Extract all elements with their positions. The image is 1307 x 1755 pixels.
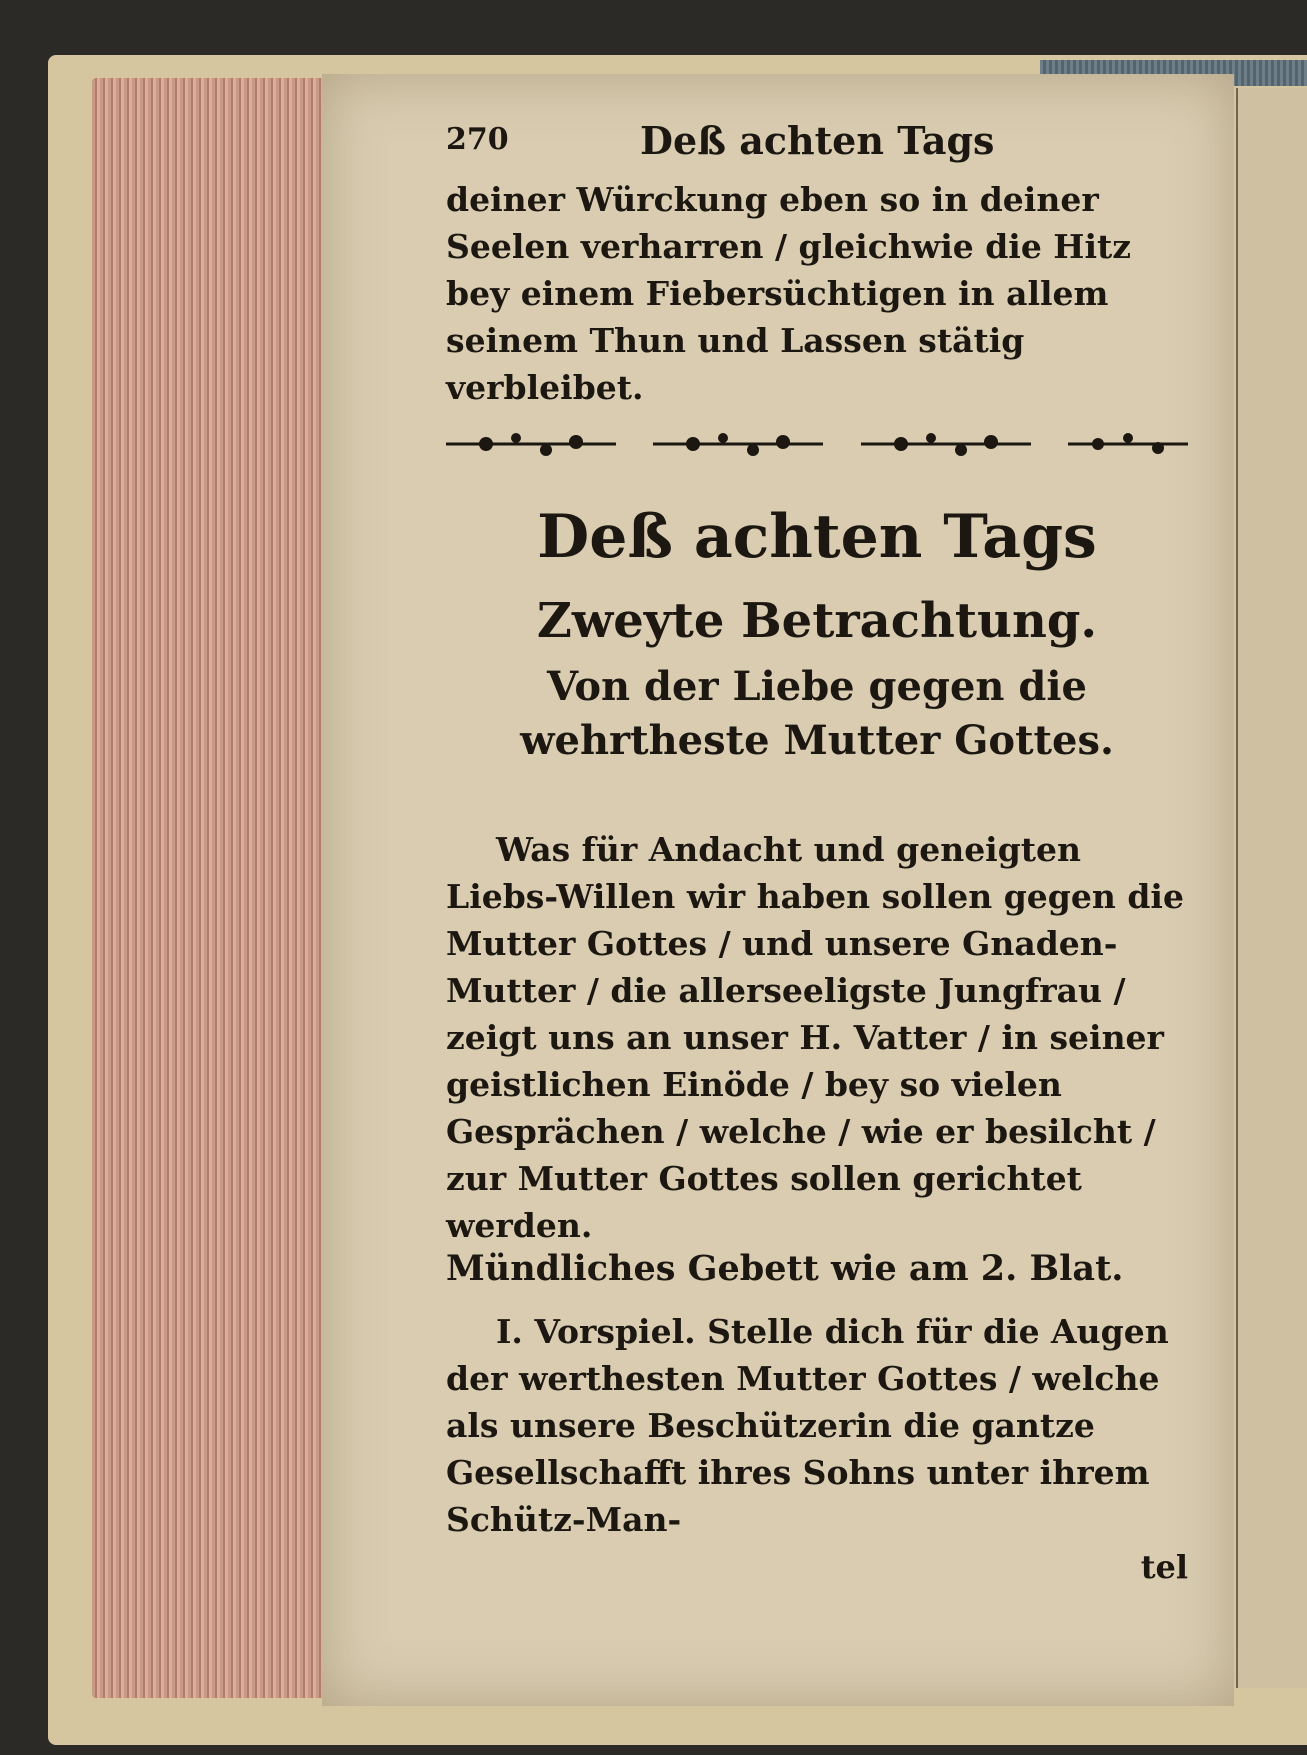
text-area <box>446 118 1188 1586</box>
intro-paragraph: Was für Andacht und geneigten Liebs-Willen wir haben sollen gegen die Mutter Gottes / und unsere Gnaden-Mutter / die allerseeligste Jungfrau / zeigt uns an unser H. Vatter / in seiner geistlichen Einöde / bey so vielen Gesprächen / welche / wie er besilcht / zur Mutter Gottes sollen gerichtet werden. <box>446 830 1184 1245</box>
facing-page-edge <box>1236 88 1307 1688</box>
prelude-paragraph: I. Vorspiel. Stelle dich für die Augen der werthesten Mutter Gottes / welche als unsere Beschützerin die gantze Gesellschafft ihres Sohns unter ihrem Schütz-Man- <box>446 1312 1169 1539</box>
sub-title: Zweyte Betrachtung. <box>536 593 1098 649</box>
ornament-divider <box>446 416 1188 472</box>
main-title: Deß achten Tags <box>537 502 1097 572</box>
running-head: Deß achten Tags <box>640 118 995 163</box>
catchword: tel <box>1140 1548 1188 1586</box>
ornament-icon <box>653 424 823 464</box>
topic-title: Von der Liebe gegen die wehrtheste Mutter Gottes. <box>520 663 1114 764</box>
prayer-reference: Mündliches Gebett wie am 2. Blat. <box>446 1248 1124 1289</box>
continued-text: deiner Würckung eben so in deiner Seelen verharren / gleichwie die Hitz bey einem Fiebersüchtigen in allem seinem Thun und Lassen stätig verbleibet. <box>446 180 1132 407</box>
ornament-icon <box>1068 424 1188 464</box>
ornament-icon <box>861 424 1031 464</box>
page-header <box>446 118 1188 174</box>
ornament-icon <box>446 424 616 464</box>
section-title <box>446 498 1188 768</box>
page-edges <box>92 78 332 1698</box>
page-number: 270 <box>446 122 509 157</box>
